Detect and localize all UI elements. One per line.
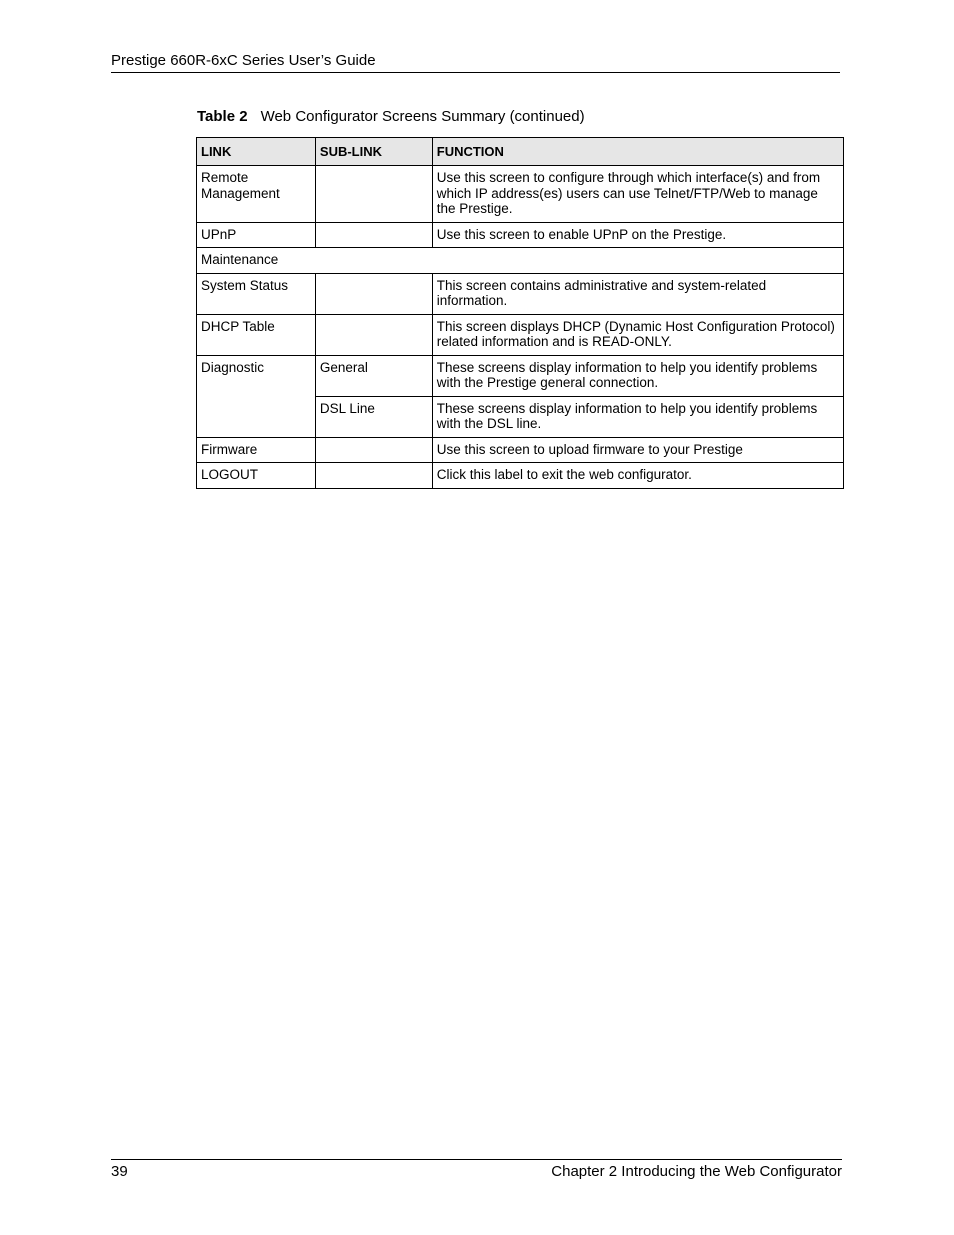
cell-function: Use this screen to configure through which interface(s) and from which IP address(es) users can use Telnet/FTP/Web to manage the Prestige. [432,166,843,223]
table-caption [197,108,585,126]
cell-function: This screen contains administrative and system-related information. [432,273,843,314]
chapter-title: Chapter 2 Introducing the Web Configurator [551,1163,842,1180]
cell-function: These screens display information to help you identify problems with the Prestige general connection. [432,355,843,396]
table-row [197,166,844,223]
cell-link: Diagnostic [197,355,316,437]
cell-sublink [315,437,432,463]
section-row [197,248,844,274]
table-row [197,463,844,489]
header-link: LINK [197,138,316,166]
table-caption-text: Web Configurator Screens Summary (continued) [260,108,585,125]
cell-link: Firmware [197,437,316,463]
cell-sublink: General [315,355,432,396]
cell-link: Remote Management [197,166,316,223]
table-row [197,314,844,355]
cell-function: This screen displays DHCP (Dynamic Host Configuration Protocol) related information and is READ-ONLY. [432,314,843,355]
table-row [197,222,844,248]
cell-function: Click this label to exit the web configurator. [432,463,843,489]
cell-function: Use this screen to upload firmware to your Prestige [432,437,843,463]
cell-sublink [315,463,432,489]
cell-link: UPnP [197,222,316,248]
screens-summary-table [196,137,844,489]
cell-sublink [315,273,432,314]
cell-link: DHCP Table [197,314,316,355]
table-row [197,437,844,463]
section-label: Maintenance [197,248,844,274]
cell-sublink [315,166,432,223]
cell-link: System Status [197,273,316,314]
cell-sublink: DSL Line [315,396,432,437]
cell-link: LOGOUT [197,463,316,489]
cell-sublink [315,314,432,355]
cell-function: These screens display information to help you identify problems with the DSL line. [432,396,843,437]
cell-sublink [315,222,432,248]
table-caption-label: Table 2 [197,108,248,125]
table-row [197,273,844,314]
table-row [197,355,844,396]
page-header [111,52,840,73]
table-header-row [197,138,844,166]
header-function: FUNCTION [432,138,843,166]
header-sublink: SUB-LINK [315,138,432,166]
cell-function: Use this screen to enable UPnP on the Prestige. [432,222,843,248]
page-footer [111,1159,842,1181]
page-number: 39 [111,1163,128,1180]
guide-title: Prestige 660R-6xC Series User’s Guide [111,52,376,69]
